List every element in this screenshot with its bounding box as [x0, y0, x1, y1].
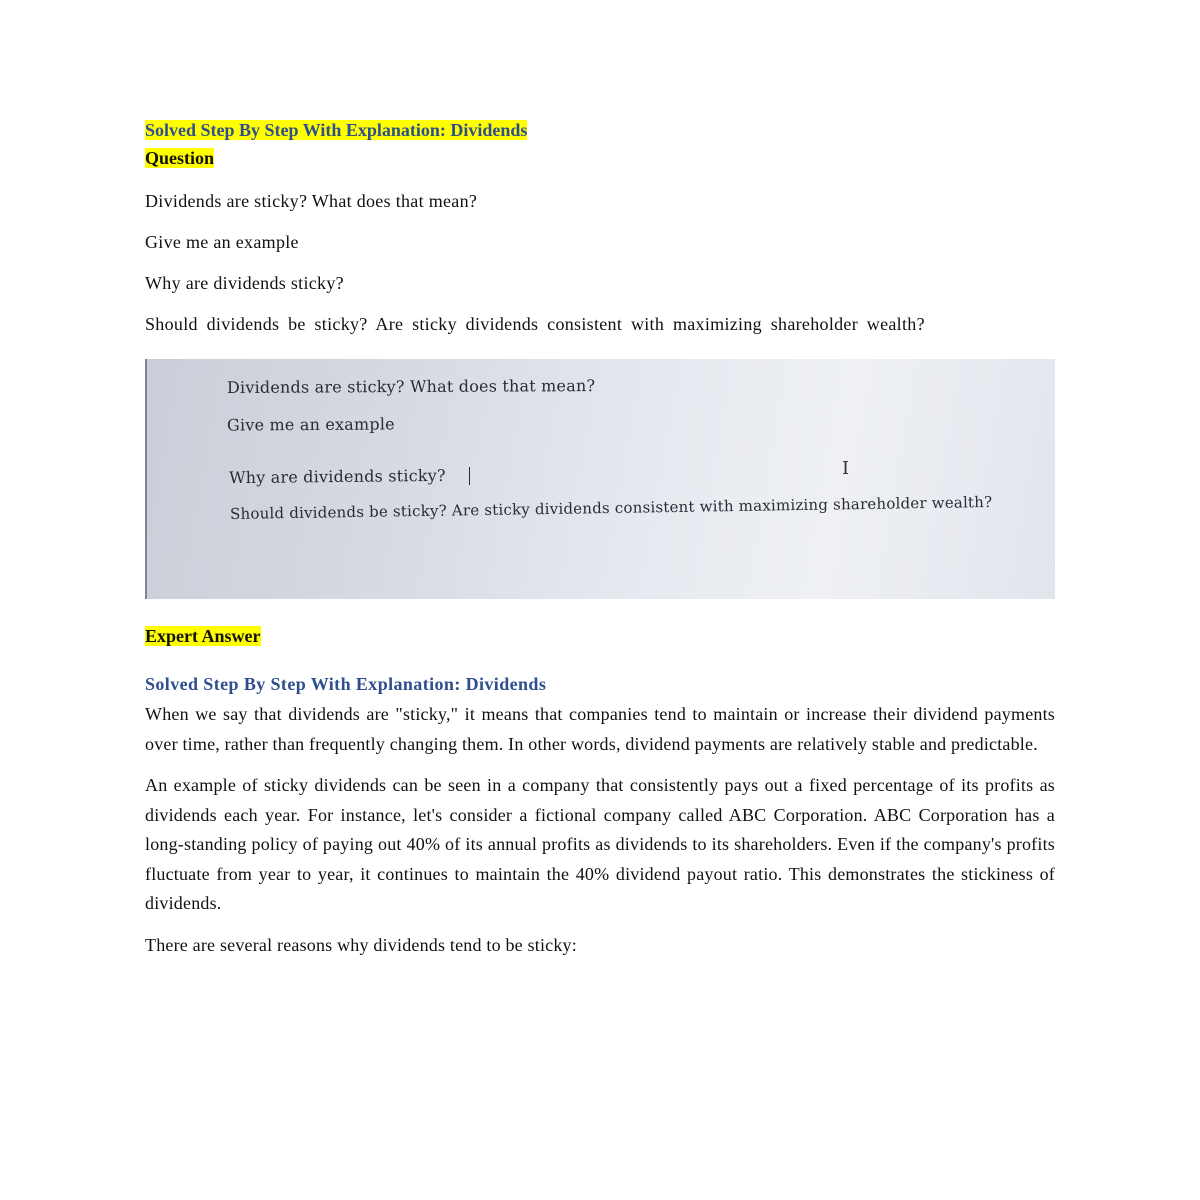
answer-paragraph-3: There are several reasons why dividends tend to be sticky: — [145, 934, 577, 955]
question-screenshot-image — [145, 359, 1055, 599]
expert-answer-row — [145, 622, 1055, 650]
question-heading: Question — [145, 148, 215, 168]
answer-title: Solved Step By Step With Explanation: Dividends — [145, 674, 547, 694]
screenshot-line-3: Why are dividends sticky? — [228, 465, 446, 488]
question-line-2: Give me an example — [145, 232, 299, 252]
document-page — [145, 116, 1055, 960]
expert-answer-heading: Expert Answer — [145, 626, 261, 646]
question-line-3: Why are dividends sticky? — [145, 273, 344, 293]
question-line-1: Dividends are sticky? What does that mean? — [145, 191, 478, 211]
screenshot-line-4: Should dividends be sticky? Are sticky dividends consistent with maximizing shareholder wealth? — [229, 493, 993, 523]
answer-paragraph-1: When we say that dividends are "sticky," it means that companies tend to maintain or increase their dividend payments over time, rather than frequently changing them. In other words, dividend payments are relatively stable and predictable. — [145, 704, 1055, 754]
screenshot-line-1: Dividends are sticky? What does that mean? — [226, 376, 596, 397]
text-cursor-icon: I — [842, 458, 850, 479]
document-title: Solved Step By Step With Explanation: Dividends — [145, 120, 528, 140]
question-line-4: Should dividends be sticky? Are sticky dividends consistent with maximizing shareholder wealth? — [145, 314, 925, 334]
answer-paragraph-2: An example of sticky dividends can be seen in a company that consistently pays out a fixed percentage of its profits as dividends each year. For instance, let's consider a fictional company called ABC Corporation. ABC Corporation has a long-standing policy of paying out 40% of its annual profits as dividends to its shareholders. Even if the company's profits fluctuate from year to year, it continues to maintain the 40% dividend payout ratio. This demonstrates the stickiness of dividends. — [145, 775, 1055, 913]
text-caret — [469, 467, 470, 485]
document-title-row — [145, 116, 1055, 144]
screenshot-line-2: Give me an example — [226, 414, 395, 435]
question-heading-row — [145, 144, 1055, 172]
